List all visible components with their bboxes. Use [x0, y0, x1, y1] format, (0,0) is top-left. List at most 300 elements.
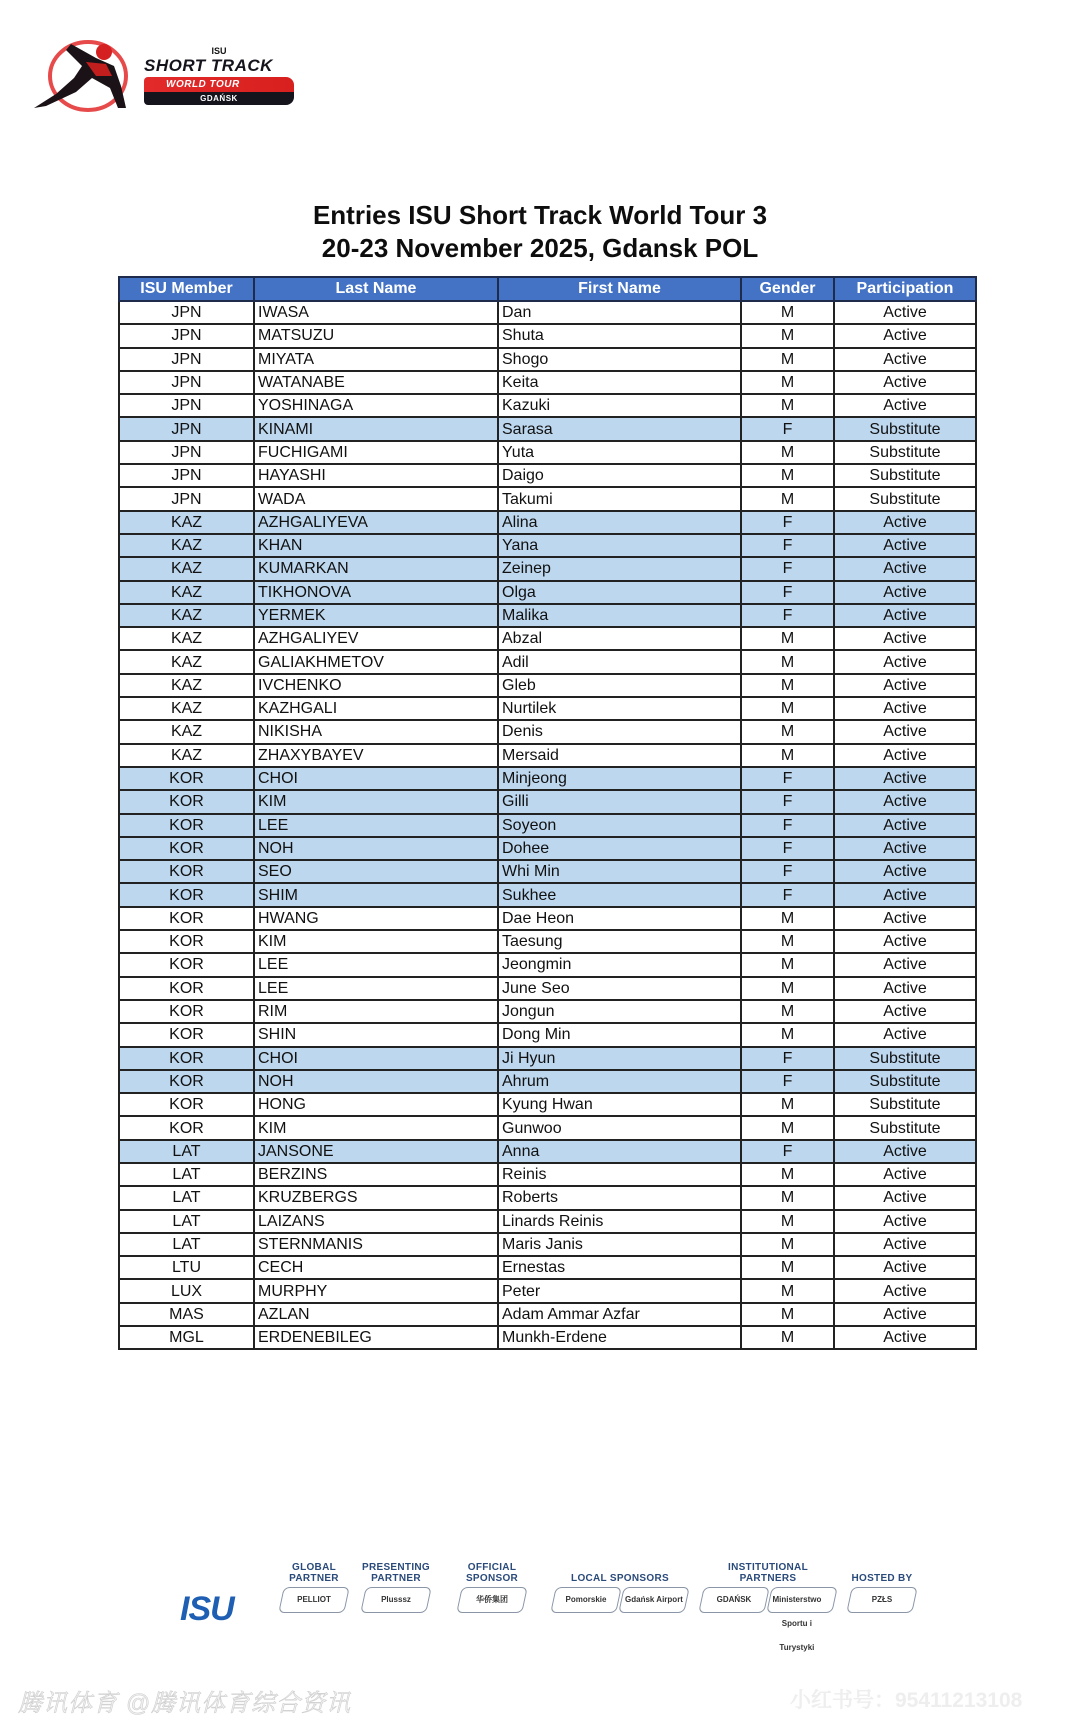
cell-last-name: HWANG [254, 907, 498, 930]
cell-last-name: JANSONE [254, 1140, 498, 1163]
cell-participation: Active [834, 930, 976, 953]
table-row [119, 371, 976, 394]
table-row [119, 1000, 976, 1023]
cell-participation: Active [834, 1140, 976, 1163]
table-row [119, 977, 976, 1000]
cell-gender: M [741, 697, 834, 720]
cell-participation: Active [834, 1023, 976, 1046]
cell-last-name: KRUZBERGS [254, 1186, 498, 1209]
cell-gender: F [741, 767, 834, 790]
logo-wordmark [144, 46, 304, 105]
cell-gender: M [741, 301, 834, 324]
short-track-world-tour-logo [26, 36, 286, 116]
cell-participation: Active [834, 697, 976, 720]
cell-first-name: Olga [498, 581, 741, 604]
cell-isu-member: KAZ [119, 534, 254, 557]
cell-participation: Active [834, 767, 976, 790]
cell-participation: Active [834, 371, 976, 394]
table-row [119, 930, 976, 953]
cell-first-name: Sarasa [498, 417, 741, 440]
cell-first-name: Daigo [498, 464, 741, 487]
cell-participation: Active [834, 301, 976, 324]
cell-participation: Substitute [834, 1070, 976, 1093]
cell-isu-member: KOR [119, 930, 254, 953]
sponsor-group [280, 1562, 348, 1613]
cell-isu-member: JPN [119, 417, 254, 440]
cell-last-name: CHOI [254, 767, 498, 790]
cell-first-name: June Seo [498, 977, 741, 1000]
cell-gender: M [741, 1279, 834, 1302]
cell-isu-member: KOR [119, 1000, 254, 1023]
cell-participation: Active [834, 627, 976, 650]
cell-participation: Active [834, 324, 976, 347]
logo-isu-text: ISU [211, 46, 227, 56]
cell-gender: F [741, 837, 834, 860]
cell-isu-member: MAS [119, 1303, 254, 1326]
cell-first-name: Gilli [498, 790, 741, 813]
sponsor-group [458, 1562, 526, 1613]
cell-participation: Active [834, 581, 976, 604]
table-row [119, 767, 976, 790]
cell-first-name: Anna [498, 1140, 741, 1163]
table-row [119, 860, 976, 883]
table-row [119, 720, 976, 743]
entries-table [118, 276, 977, 1350]
sponsor-logo [278, 1587, 350, 1613]
cell-participation: Active [834, 348, 976, 371]
cell-last-name: ERDENEBILEG [254, 1326, 498, 1349]
table-row [119, 1210, 976, 1233]
cell-participation: Substitute [834, 464, 976, 487]
cell-participation: Active [834, 1233, 976, 1256]
table-row [119, 464, 976, 487]
table-row [119, 301, 976, 324]
cell-participation: Substitute [834, 441, 976, 464]
table-row [119, 1116, 976, 1139]
cell-participation: Active [834, 720, 976, 743]
cell-isu-member: LAT [119, 1186, 254, 1209]
sponsor-group-label: OFFICIAL SPONSOR [465, 1562, 519, 1584]
cell-last-name: AZLAN [254, 1303, 498, 1326]
cell-participation: Active [834, 883, 976, 906]
document-subtitle: 20-23 November 2025, Gdansk POL [321, 233, 759, 263]
table-row [119, 581, 976, 604]
cell-participation: Active [834, 860, 976, 883]
table-row [119, 534, 976, 557]
cell-last-name: NOH [254, 837, 498, 860]
cell-gender: F [741, 511, 834, 534]
cell-gender: F [741, 790, 834, 813]
sponsor-group-label: HOSTED BY [851, 1573, 913, 1584]
cell-isu-member: KOR [119, 883, 254, 906]
watermark-tencent: 腾讯体育 @腾讯体育综合资讯 [18, 1690, 352, 1717]
cell-participation: Active [834, 907, 976, 930]
cell-isu-member: KOR [119, 860, 254, 883]
table-row [119, 324, 976, 347]
table-row [119, 1279, 976, 1302]
cell-isu-member: KOR [119, 977, 254, 1000]
cell-participation: Active [834, 604, 976, 627]
cell-last-name: KINAMI [254, 417, 498, 440]
cell-isu-member: LAT [119, 1140, 254, 1163]
cell-gender: F [741, 417, 834, 440]
cell-last-name: SEO [254, 860, 498, 883]
cell-last-name: RIM [254, 1000, 498, 1023]
cell-participation: Active [834, 1163, 976, 1186]
header-participation: Participation [834, 277, 976, 301]
cell-gender: M [741, 1093, 834, 1116]
cell-isu-member: LAT [119, 1163, 254, 1186]
table-row [119, 674, 976, 697]
table-row [119, 814, 976, 837]
cell-last-name: NIKISHA [254, 720, 498, 743]
cell-participation: Active [834, 1303, 976, 1326]
cell-isu-member: KAZ [119, 581, 254, 604]
cell-participation: Active [834, 814, 976, 837]
table-header-row [119, 277, 976, 301]
table-row [119, 441, 976, 464]
cell-isu-member: KOR [119, 837, 254, 860]
table-row [119, 487, 976, 510]
sponsor-logo [456, 1587, 528, 1613]
cell-participation: Active [834, 953, 976, 976]
table-row [119, 744, 976, 767]
cell-isu-member: MGL [119, 1326, 254, 1349]
cell-last-name: CHOI [254, 1047, 498, 1070]
cell-last-name: WATANABE [254, 371, 498, 394]
cell-first-name: Peter [498, 1279, 741, 1302]
cell-last-name: YERMEK [254, 604, 498, 627]
cell-first-name: Abzal [498, 627, 741, 650]
cell-gender: M [741, 907, 834, 930]
cell-participation: Active [834, 557, 976, 580]
cell-isu-member: KOR [119, 1093, 254, 1116]
cell-first-name: Kyung Hwan [498, 1093, 741, 1116]
cell-participation: Substitute [834, 1047, 976, 1070]
cell-first-name: Gunwoo [498, 1116, 741, 1139]
watermark-xiaohongshu: 小红书号：95411213108 [790, 1689, 1023, 1712]
cell-first-name: Minjeong [498, 767, 741, 790]
cell-participation: Active [834, 1000, 976, 1023]
cell-first-name: Taesung [498, 930, 741, 953]
sponsor-group-label: INSTITUTIONAL PARTNERS [727, 1562, 808, 1584]
table-row [119, 1070, 976, 1093]
cell-isu-member: LTU [119, 1256, 254, 1279]
sponsor-logo-text: GDAŃSK [716, 1595, 752, 1604]
cell-first-name: Soyeon [498, 814, 741, 837]
cell-last-name: MIYATA [254, 348, 498, 371]
cell-last-name: MATSUZU [254, 324, 498, 347]
cell-participation: Active [834, 744, 976, 767]
cell-last-name: TIKHONOVA [254, 581, 498, 604]
cell-isu-member: KAZ [119, 627, 254, 650]
cell-gender: M [741, 1023, 834, 1046]
cell-gender: M [741, 441, 834, 464]
cell-last-name: LAIZANS [254, 1210, 498, 1233]
cell-participation: Active [834, 1326, 976, 1349]
cell-gender: M [741, 1256, 834, 1279]
cell-last-name: AZHGALIYEVA [254, 511, 498, 534]
cell-gender: F [741, 581, 834, 604]
cell-isu-member: KAZ [119, 557, 254, 580]
cell-first-name: Jeongmin [498, 953, 741, 976]
cell-participation: Active [834, 790, 976, 813]
cell-gender: M [741, 953, 834, 976]
cell-last-name: MURPHY [254, 1279, 498, 1302]
table-row [119, 1047, 976, 1070]
cell-participation: Active [834, 977, 976, 1000]
table-row [119, 417, 976, 440]
document-title: Entries ISU Short Track World Tour 3 [312, 200, 768, 230]
cell-isu-member: KAZ [119, 604, 254, 627]
table-row [119, 348, 976, 371]
cell-first-name: Whi Min [498, 860, 741, 883]
cell-isu-member: JPN [119, 394, 254, 417]
sponsor-group [362, 1562, 430, 1613]
cell-first-name: Yana [498, 534, 741, 557]
cell-first-name: Maris Janis [498, 1233, 741, 1256]
sponsor-logo-text: Pomorskie [565, 1595, 607, 1604]
table-row [119, 557, 976, 580]
cell-isu-member: KAZ [119, 650, 254, 673]
table-row [119, 1140, 976, 1163]
cell-isu-member: KOR [119, 953, 254, 976]
cell-last-name: KIM [254, 790, 498, 813]
header-last-name: Last Name [254, 277, 498, 301]
cell-gender: M [741, 674, 834, 697]
logo-gdansk-text: GDAŃSK [144, 92, 294, 105]
table-row [119, 1023, 976, 1046]
cell-gender: F [741, 534, 834, 557]
cell-gender: M [741, 1303, 834, 1326]
cell-first-name: Shuta [498, 324, 741, 347]
header-isu-member: ISU Member [119, 277, 254, 301]
cell-last-name: FUCHIGAMI [254, 441, 498, 464]
cell-isu-member: JPN [119, 441, 254, 464]
cell-isu-member: KAZ [119, 720, 254, 743]
cell-gender: M [741, 394, 834, 417]
cell-last-name: AZHGALIYEV [254, 627, 498, 650]
cell-last-name: HONG [254, 1093, 498, 1116]
cell-isu-member: KOR [119, 1070, 254, 1093]
cell-first-name: Keita [498, 371, 741, 394]
cell-last-name: KAZHGALI [254, 697, 498, 720]
cell-isu-member: JPN [119, 464, 254, 487]
cell-participation: Active [834, 1210, 976, 1233]
cell-isu-member: KOR [119, 790, 254, 813]
cell-last-name: YOSHINAGA [254, 394, 498, 417]
cell-first-name: Dan [498, 301, 741, 324]
cell-isu-member: JPN [119, 348, 254, 371]
cell-participation: Substitute [834, 417, 976, 440]
cell-isu-member: KAZ [119, 674, 254, 697]
cell-first-name: Ahrum [498, 1070, 741, 1093]
cell-isu-member: KAZ [119, 511, 254, 534]
cell-isu-member: LAT [119, 1210, 254, 1233]
sponsor-logo-text: 华侨集团 [476, 1595, 508, 1604]
table-row [119, 394, 976, 417]
cell-first-name: Denis [498, 720, 741, 743]
table-row [119, 1163, 976, 1186]
cell-gender: M [741, 1233, 834, 1256]
cell-participation: Active [834, 511, 976, 534]
cell-last-name: IWASA [254, 301, 498, 324]
cell-gender: M [741, 930, 834, 953]
cell-isu-member: KOR [119, 907, 254, 930]
cell-gender: F [741, 1047, 834, 1070]
cell-first-name: Jongun [498, 1000, 741, 1023]
cell-isu-member: KOR [119, 1023, 254, 1046]
cell-last-name: KHAN [254, 534, 498, 557]
cell-first-name: Shogo [498, 348, 741, 371]
sponsor-logo [360, 1587, 432, 1613]
cell-participation: Active [834, 394, 976, 417]
cell-first-name: Ernestas [498, 1256, 741, 1279]
sponsor-logo-text: Ministerstwo Sportu i Turystyki [772, 1595, 822, 1652]
sponsor-logo [766, 1587, 838, 1652]
table-row [119, 1256, 976, 1279]
sponsor-logo [698, 1587, 770, 1613]
cell-isu-member: KAZ [119, 744, 254, 767]
cell-gender: M [741, 464, 834, 487]
cell-last-name: LEE [254, 977, 498, 1000]
cell-last-name: HAYASHI [254, 464, 498, 487]
cell-gender: F [741, 883, 834, 906]
cell-isu-member: LAT [119, 1233, 254, 1256]
cell-first-name: Nurtilek [498, 697, 741, 720]
cell-isu-member: KOR [119, 767, 254, 790]
sponsor-logo [846, 1587, 918, 1613]
cell-gender: M [741, 1210, 834, 1233]
sponsor-group-label: PRESENTING PARTNER [362, 1562, 431, 1584]
logo-short-track-text: SHORT TRACK [144, 56, 273, 75]
cell-gender: M [741, 371, 834, 394]
sponsor-logo-text: PELLIOT [297, 1595, 331, 1604]
header-gender: Gender [741, 277, 834, 301]
cell-last-name: KIM [254, 930, 498, 953]
sponsor-logo-text: PZŁS [871, 1595, 893, 1604]
sponsor-group [700, 1562, 836, 1652]
cell-participation: Active [834, 1279, 976, 1302]
cell-participation: Active [834, 1186, 976, 1209]
cell-first-name: Kazuki [498, 394, 741, 417]
cell-last-name: STERNMANIS [254, 1233, 498, 1256]
cell-participation: Active [834, 837, 976, 860]
table-row [119, 790, 976, 813]
cell-isu-member: KAZ [119, 697, 254, 720]
cell-gender: F [741, 860, 834, 883]
isu-logo: ISU [180, 1590, 234, 1628]
table-row [119, 604, 976, 627]
cell-participation: Substitute [834, 1093, 976, 1116]
cell-last-name: ZHAXYBAYEV [254, 744, 498, 767]
cell-first-name: Munkh-Erdene [498, 1326, 741, 1349]
cell-gender: M [741, 1326, 834, 1349]
cell-gender: F [741, 604, 834, 627]
cell-last-name: IVCHENKO [254, 674, 498, 697]
cell-first-name: Roberts [498, 1186, 741, 1209]
cell-first-name: Dohee [498, 837, 741, 860]
cell-participation: Substitute [834, 487, 976, 510]
cell-isu-member: LUX [119, 1279, 254, 1302]
cell-last-name: SHIN [254, 1023, 498, 1046]
cell-first-name: Yuta [498, 441, 741, 464]
table-row [119, 953, 976, 976]
cell-participation: Active [834, 674, 976, 697]
cell-gender: M [741, 1116, 834, 1139]
cell-last-name: KIM [254, 1116, 498, 1139]
table-row [119, 907, 976, 930]
cell-last-name: SHIM [254, 883, 498, 906]
cell-last-name: CECH [254, 1256, 498, 1279]
cell-first-name: Gleb [498, 674, 741, 697]
cell-isu-member: JPN [119, 324, 254, 347]
cell-isu-member: KOR [119, 1116, 254, 1139]
cell-isu-member: JPN [119, 301, 254, 324]
cell-last-name: LEE [254, 953, 498, 976]
cell-first-name: Reinis [498, 1163, 741, 1186]
table-row [119, 1303, 976, 1326]
cell-gender: M [741, 977, 834, 1000]
cell-first-name: Adil [498, 650, 741, 673]
sponsor-logo-text: Plusssz [381, 1595, 411, 1604]
cell-gender: M [741, 744, 834, 767]
sponsor-logo-text: Gdańsk Airport [625, 1595, 683, 1604]
cell-gender: F [741, 814, 834, 837]
cell-gender: M [741, 627, 834, 650]
cell-participation: Active [834, 650, 976, 673]
cell-isu-member: KOR [119, 814, 254, 837]
table-row [119, 511, 976, 534]
cell-last-name: GALIAKHMETOV [254, 650, 498, 673]
cell-last-name: LEE [254, 814, 498, 837]
sponsor-logo [618, 1587, 690, 1613]
cell-first-name: Adam Ammar Azfar [498, 1303, 741, 1326]
sponsor-group-label: LOCAL SPONSORS [571, 1573, 669, 1584]
cell-first-name: Alina [498, 511, 741, 534]
cell-first-name: Sukhee [498, 883, 741, 906]
skater-icon [26, 36, 146, 116]
table-row [119, 1186, 976, 1209]
cell-first-name: Zeinep [498, 557, 741, 580]
cell-first-name: Malika [498, 604, 741, 627]
cell-last-name: NOH [254, 1070, 498, 1093]
cell-last-name: KUMARKAN [254, 557, 498, 580]
table-row [119, 883, 976, 906]
table-row [119, 1326, 976, 1349]
sponsor-group [848, 1573, 916, 1613]
cell-isu-member: KOR [119, 1047, 254, 1070]
cell-gender: M [741, 1186, 834, 1209]
cell-first-name: Ji Hyun [498, 1047, 741, 1070]
sponsor-logo [550, 1587, 622, 1613]
table-row [119, 1093, 976, 1116]
table-row [119, 837, 976, 860]
cell-gender: M [741, 324, 834, 347]
cell-gender: M [741, 1163, 834, 1186]
cell-participation: Active [834, 1256, 976, 1279]
cell-isu-member: JPN [119, 487, 254, 510]
cell-gender: M [741, 650, 834, 673]
cell-gender: F [741, 1070, 834, 1093]
table-row [119, 1233, 976, 1256]
cell-last-name: BERZINS [254, 1163, 498, 1186]
cell-first-name: Dae Heon [498, 907, 741, 930]
cell-first-name: Dong Min [498, 1023, 741, 1046]
table-row [119, 697, 976, 720]
cell-gender: M [741, 487, 834, 510]
logo-world-tour-text: WORLD TOUR [144, 77, 294, 92]
